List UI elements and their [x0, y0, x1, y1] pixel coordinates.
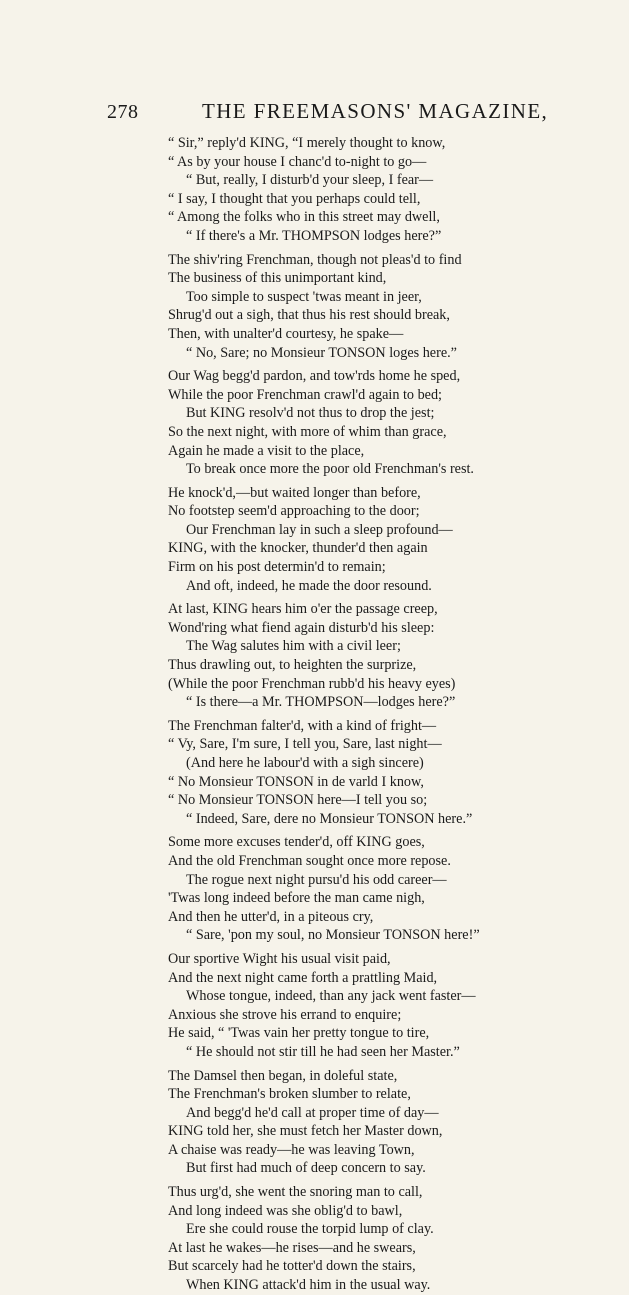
stanza — [168, 833, 608, 945]
poem-line: While the poor Frenchman crawl'd again to bed; — [168, 386, 442, 403]
poem-line: Thus urg'd, she went the snoring man to call, — [168, 1184, 423, 1201]
poem-line: Our Wag begg'd pardon, and tow'rds home he sped, — [168, 368, 461, 385]
poem-line: At last, KING hears him o'er the passage creep, — [168, 601, 438, 618]
poem-line: “ Vy, Sare, I'm sure, I tell you, Sare, last night— — [168, 736, 442, 753]
poem-line: Shrug'd out a sigh, that thus his rest should break, — [168, 307, 450, 324]
poem-line: “ He should not stir till he had seen her Master.” — [186, 1043, 460, 1060]
poem-line: “ Among the folks who in this street may dwell, — [168, 209, 440, 226]
stanza — [168, 484, 608, 596]
poem-line: 'Twas long indeed before the man came nigh, — [168, 890, 425, 907]
poem-line: “ No, Sare; no Monsieur TONSON loges here.” — [186, 344, 457, 361]
poem-line: To break once more the poor old Frenchman's rest. — [186, 461, 474, 478]
poem-line: When KING attack'd him in the usual way. — [186, 1277, 431, 1294]
poem-line: And begg'd he'd call at proper time of day— — [186, 1104, 439, 1121]
poem-line: No footstep seem'd approaching to the door; — [168, 503, 420, 520]
stanza — [168, 950, 608, 1062]
poem-line: “ No Monsieur TONSON in de varld I know, — [168, 773, 424, 790]
poem-line: “ No Monsieur TONSON here—I tell you so; — [168, 792, 428, 809]
poem-line: Whose tongue, indeed, than any jack went faster— — [186, 988, 476, 1005]
poem-line: Our sportive Wight his usual visit paid, — [168, 950, 391, 967]
poem-line: So the next night, with more of whim than grace, — [168, 423, 447, 440]
stanza — [168, 600, 608, 712]
poem-line: The Damsel then began, in doleful state, — [168, 1067, 398, 1084]
poem-line: But first had much of deep concern to say. — [186, 1160, 426, 1177]
poem-line: He knock'd,—but waited longer than before, — [168, 484, 421, 501]
poem-line: KING, with the knocker, thunder'd then again — [168, 540, 428, 557]
page-number: 278 — [107, 101, 139, 123]
poem-line: Anxious she strove his errand to enquire; — [168, 1006, 402, 1023]
poem-line: “ Indeed, Sare, dere no Monsieur TONSON here.” — [186, 810, 473, 827]
poem-line: And then he utter'd, in a piteous cry, — [168, 908, 374, 925]
poem-line: But scarcely had he totter'd down the stairs, — [168, 1258, 416, 1275]
poem-line: Wond'ring what fiend again disturb'd his sleep: — [168, 619, 435, 636]
stanza — [168, 1067, 608, 1179]
poem-line: He said, “ 'Twas vain her pretty tongue to tire, — [168, 1025, 430, 1042]
stanza — [168, 134, 608, 246]
poem-line: Thus drawling out, to heighten the surprize, — [168, 657, 417, 674]
poem-line: “ But, really, I disturb'd your sleep, I fear— — [186, 172, 434, 189]
poem-line: And the old Frenchman sought once more repose. — [168, 852, 451, 869]
poem-line: KING told her, she must fetch her Master down, — [168, 1123, 443, 1140]
poem-line: The Frenchman's broken slumber to relate, — [168, 1086, 411, 1103]
poem-line: The Wag salutes him with a civil leer; — [186, 638, 401, 655]
poem-line: “ I say, I thought that you perhaps could tell, — [168, 190, 421, 207]
poem-line: Some more excuses tender'd, off KING goes, — [168, 834, 425, 851]
poem-line: The Frenchman falter'd, with a kind of fright— — [168, 717, 437, 734]
poem-line: (And here he labour'd with a sigh sincere) — [186, 755, 424, 771]
poem — [168, 134, 608, 1295]
poem-line: The shiv'ring Frenchman, though not pleas'd to find — [168, 251, 462, 268]
poem-line: The business of this unimportant kind, — [168, 270, 387, 287]
poem-line: “ Is there—a Mr. THOMPSON—lodges here?” — [186, 694, 456, 711]
poem-line: A chaise was ready—he was leaving Town, — [168, 1141, 415, 1158]
poem-line: And long indeed was she oblig'd to bawl, — [168, 1202, 403, 1219]
poem-line: Then, with unalter'd courtesy, he spake— — [168, 325, 404, 342]
poem-line: “ If there's a Mr. THOMPSON lodges here?” — [186, 227, 442, 244]
poem-line: “ Sir,” reply'd KING, “I merely thought to know, — [168, 135, 446, 151]
poem-line: Too simple to suspect 'twas meant in jeer, — [186, 288, 422, 305]
poem-line: “ Sare, 'pon my soul, no Monsieur TONSON here!” — [186, 927, 480, 944]
poem-line: The rogue next night pursu'd his odd career— — [186, 871, 447, 888]
stanza — [168, 251, 608, 363]
poem-line: Our Frenchman lay in such a sleep profound— — [186, 521, 453, 538]
stanza — [168, 717, 608, 829]
running-head: THE FREEMASONS' MAGAZINE, — [202, 99, 549, 123]
poem-line: Ere she could rouse the torpid lump of clay. — [186, 1221, 434, 1238]
stanza — [168, 367, 608, 479]
poem-line: Firm on his post determin'd to remain; — [168, 559, 386, 576]
poem-line: But KING resolv'd not thus to drop the jest; — [186, 405, 435, 422]
poem-line: And oft, indeed, he made the door resound. — [186, 577, 432, 594]
poem-line: Again he made a visit to the place, — [168, 442, 365, 459]
poem-line: At last he wakes—he rises—and he swears, — [168, 1239, 416, 1256]
poem-line: “ As by your house I chanc'd to-night to go— — [168, 153, 427, 170]
poem-line: And the next night came forth a prattling Maid, — [168, 969, 438, 986]
poem-line: (While the poor Frenchman rubb'd his heavy eyes) — [168, 675, 456, 692]
stanza — [168, 1183, 608, 1295]
